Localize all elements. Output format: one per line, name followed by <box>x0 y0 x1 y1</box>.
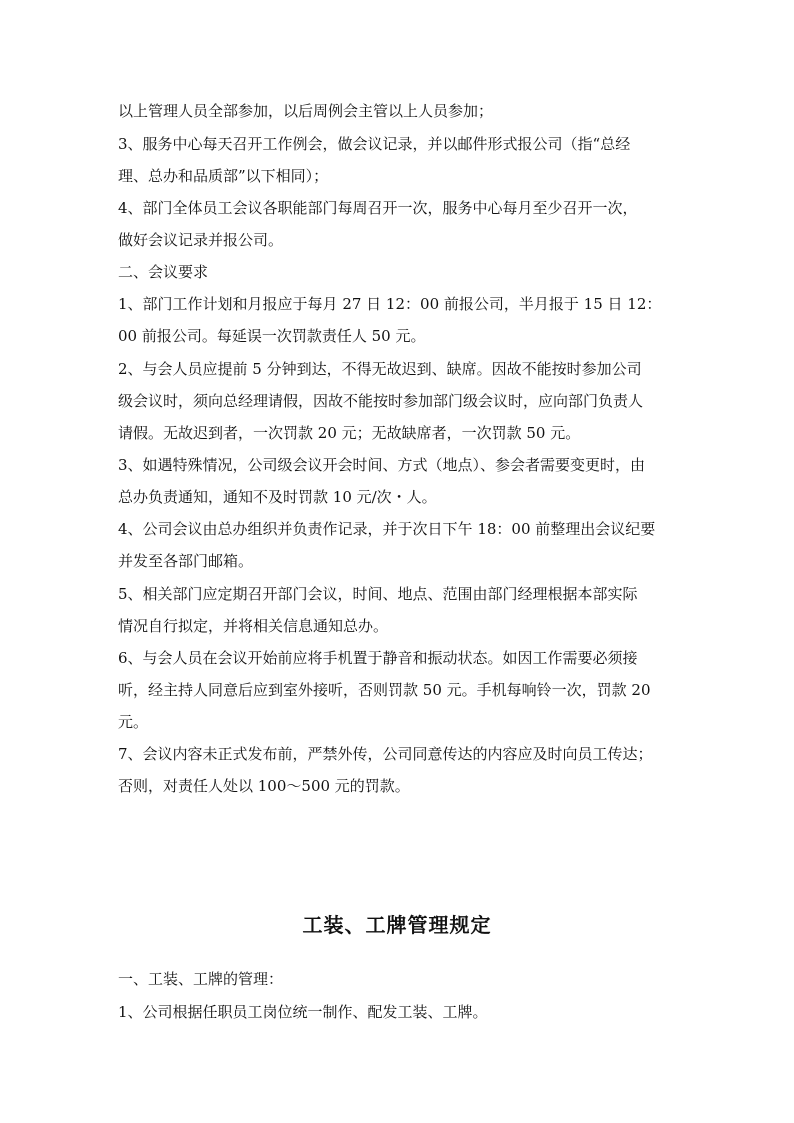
section-title: 工装、工牌管理规定 <box>302 913 492 937</box>
section-heading: 一、工装、工牌的管理： <box>118 970 284 988</box>
paragraph-line: 2、与会人员应提前 5 分钟到达，不得无故迟到、缺席。因故不能按时参加公司 <box>118 360 642 378</box>
paragraph-line: 1、部门工作计划和月报应于每月 27 日 12：00 前报公司，半月报于 15 日 12： <box>118 295 662 313</box>
paragraph-line: 4、公司会议由总办组织并负责作记录，并于次日下午 18：00 前整理出会议纪要 <box>118 520 656 538</box>
paragraph-line: 级会议时，须向总经理请假，因故不能按时参加部门级会议时，应向部门负责人 <box>118 392 644 410</box>
paragraph-line: 1、公司根据任职员工岗位统一制作、配发工装、工牌。 <box>118 1003 488 1021</box>
paragraph-line: 3、如遇特殊情况，公司级会议开会时间、方式（地点）、参会者需要变更时，由 <box>118 456 646 474</box>
paragraph-line: 听，经主持人同意后应到室外接听，否则罚款 50 元。手机每响铃一次，罚款 20 <box>118 681 651 699</box>
paragraph-line: 以上管理人员全部参加，以后周例会主管以上人员参加； <box>118 102 494 120</box>
paragraph-line: 否则，对责任人处以 100～500 元的罚款。 <box>118 777 410 795</box>
paragraph-line: 5、相关部门应定期召开部门会议，时间、地点、范围由部门经理根据本部实际 <box>118 585 638 603</box>
paragraph-line: 7、会议内容未正式发布前，严禁外传，公司同意传达的内容应及时向员工传达； <box>118 745 653 763</box>
paragraph-line: 请假。无故迟到者，一次罚款 20 元；无故缺席者，一次罚款 50 元。 <box>118 424 581 442</box>
paragraph-line: 3、服务中心每天召开工作例会，做会议记录，并以邮件形式报公司（指“总经 <box>118 135 631 153</box>
paragraph-line: 总办负责通知，通知不及时罚款 10 元/次・人。 <box>118 488 437 506</box>
paragraph-line: 情况自行拟定，并将相关信息通知总办。 <box>118 617 389 635</box>
section-heading: 二、会议要求 <box>118 263 209 281</box>
paragraph-line: 6、与会人员在会议开始前应将手机置于静音和振动状态。如因工作需要必须接 <box>118 649 638 667</box>
paragraph-line: 做好会议记录并报公司。 <box>118 231 284 249</box>
paragraph-line: 00 前报公司。每延误一次罚款责任人 50 元。 <box>118 327 426 345</box>
paragraph-line: 4、部门全体员工会议各职能部门每周召开一次，服务中心每月至少召开一次， <box>118 199 638 217</box>
paragraph-line: 元。 <box>118 713 149 731</box>
paragraph-line: 理、总办和品质部”以下相同）； <box>118 167 329 185</box>
paragraph-line: 并发至各部门邮箱。 <box>118 552 254 570</box>
